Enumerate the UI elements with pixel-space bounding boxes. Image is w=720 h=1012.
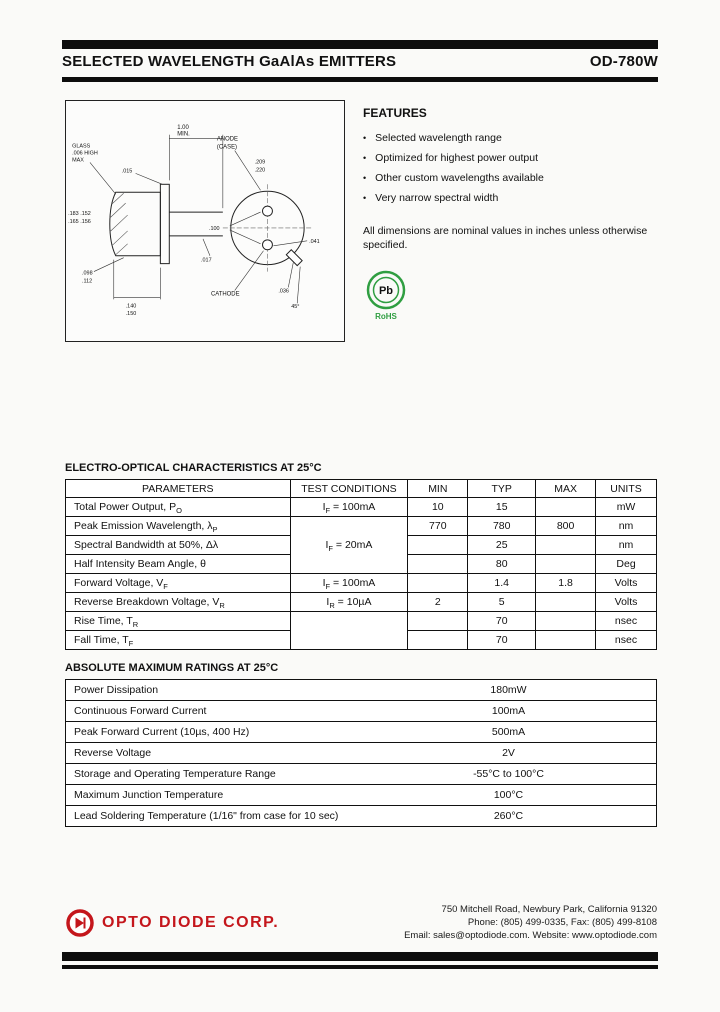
top-rule-thin: [62, 77, 658, 82]
bullet-icon: •: [363, 153, 367, 163]
condition-cell: [290, 498, 408, 517]
table-row: [66, 764, 657, 785]
param-text: Forward Voltage, V: [74, 577, 164, 589]
table-header-row: [66, 480, 657, 498]
leader-cathode: [235, 251, 264, 291]
param-cell: [66, 498, 291, 517]
table-row: [66, 701, 657, 722]
leader-100b: [230, 230, 261, 244]
typ-cell: 15: [468, 498, 536, 517]
col-header-typ: TYP: [468, 480, 536, 498]
condition-cell: [290, 593, 408, 612]
dimensions-note: All dimensions are nominal values in inches unless otherwise specified.: [363, 225, 648, 251]
leader-45: [297, 267, 300, 304]
feature-text: Optimized for highest power output: [375, 152, 538, 164]
rating-value: 100mA: [361, 701, 657, 722]
table-row: [66, 722, 657, 743]
package-side-view: [110, 192, 161, 255]
leader-017: [203, 239, 210, 256]
part-number: OD-780W: [589, 53, 658, 70]
cond-subscript: F: [325, 506, 331, 516]
rating-value: 100°C: [361, 785, 657, 806]
absolute-max-ratings-table: [65, 679, 657, 827]
amr-section-heading: ABSOLUTE MAXIMUM RATINGS AT 25°C: [65, 662, 279, 674]
rating-name: Maximum Junction Temperature: [66, 785, 362, 806]
table-row: [66, 593, 657, 612]
electro-optical-section: [65, 462, 657, 650]
leader-041: [273, 241, 307, 246]
dim-label: .112: [82, 278, 93, 285]
bullet-icon: •: [363, 193, 367, 203]
absolute-max-ratings-section: [65, 662, 657, 827]
page-title: SELECTED WAVELENGTH GaAlAs EMITTERS: [62, 53, 397, 70]
leader-015: [136, 173, 163, 184]
param-subscript: P: [212, 525, 218, 535]
opto-diode-logo-icon: [65, 908, 95, 938]
rating-value: 2V: [361, 743, 657, 764]
pb-free-icon: [363, 268, 409, 324]
col-header-parameters: PARAMETERS: [66, 480, 291, 498]
max-cell: [536, 498, 596, 517]
company-logo: [65, 908, 279, 938]
mechanical-drawing: [66, 101, 342, 339]
feature-text: Very narrow spectral width: [375, 192, 499, 204]
dim-label: MIN.: [177, 131, 190, 138]
typ-cell: 780: [468, 517, 536, 536]
min-cell: 770: [408, 517, 468, 536]
table-row: [66, 743, 657, 764]
max-cell: [536, 593, 596, 612]
cond-text: = 20mA: [333, 539, 373, 551]
rating-value: 260°C: [361, 806, 657, 827]
units-cell: Volts: [596, 593, 657, 612]
feature-item: [363, 132, 661, 152]
param-cell: [66, 612, 291, 631]
condition-cell: [290, 574, 408, 593]
features-heading: FEATURES: [363, 106, 427, 120]
cond-subscript: F: [328, 544, 333, 554]
cond-text: = 100mA: [330, 501, 376, 513]
top-rule-thick: [62, 40, 658, 49]
features-section: [363, 106, 661, 329]
leader-glass: [90, 162, 116, 194]
dim-label: .036: [278, 288, 289, 295]
dim-label: 1.00: [177, 124, 189, 131]
typ-cell: 70: [468, 612, 536, 631]
rohs-label: RoHS: [375, 312, 397, 321]
bullet-icon: •: [363, 133, 367, 143]
pb-rohs-mark: [363, 268, 661, 329]
param-subscript: F: [128, 639, 134, 649]
index-tab: [286, 250, 302, 266]
dim-label: MAX: [72, 157, 84, 164]
dim-label: GLASS: [72, 143, 91, 150]
cathode-label: CATHODE: [210, 291, 240, 298]
anode-label: ANODE: [216, 136, 239, 143]
rating-value: 180mW: [361, 680, 657, 701]
rating-name: Lead Soldering Temperature (1/16" from case for 10 sec): [66, 806, 362, 827]
units-cell: Volts: [596, 574, 657, 593]
param-text: Fall Time, T: [74, 634, 129, 646]
param-text: Half Intensity Beam Angle, θ: [74, 558, 206, 570]
rating-name: Peak Forward Current (10µs, 400 Hz): [66, 722, 362, 743]
condition-cell-empty: [290, 612, 408, 650]
units-cell: mW: [596, 498, 657, 517]
param-cell: [66, 631, 291, 650]
leader-098: [94, 258, 124, 272]
param-cell: [66, 574, 291, 593]
anode-lead: [263, 206, 273, 216]
max-cell: [536, 555, 596, 574]
footer-address: 750 Mitchell Road, Newbury Park, California 91320: [441, 904, 657, 915]
dim-label: .098: [82, 270, 93, 277]
param-subscript: F: [163, 582, 168, 592]
typ-cell: 25: [468, 536, 536, 555]
max-cell: [536, 612, 596, 631]
param-cell: [66, 555, 291, 574]
param-cell: [66, 536, 291, 555]
footer-email-web: Email: sales@optodiode.com. Website: www.optodiode.com: [404, 930, 657, 941]
package-flange: [160, 184, 169, 263]
cond-text: I: [326, 596, 330, 608]
param-text: Reverse Breakdown Voltage, V: [74, 596, 220, 608]
min-cell: [408, 631, 468, 650]
feature-text: Other custom wavelengths available: [375, 172, 544, 184]
table-row: [66, 806, 657, 827]
cond-text: I: [322, 577, 326, 589]
min-cell: [408, 555, 468, 574]
table-row: [66, 785, 657, 806]
param-subscript: R: [132, 620, 139, 630]
eo-section-heading: ELECTRO-OPTICAL CHARACTERISTICS AT 25°C: [65, 462, 322, 474]
dim-label: .150: [125, 311, 137, 318]
anode-label: (CASE): [216, 144, 238, 151]
units-cell: nm: [596, 517, 657, 536]
dim-label: .017: [201, 257, 212, 264]
cond-subscript: R: [329, 601, 335, 611]
units-cell: Deg: [596, 555, 657, 574]
max-cell: [536, 536, 596, 555]
rating-value: -55°C to 100°C: [361, 764, 657, 785]
units-cell: nsec: [596, 612, 657, 631]
param-text: Rise Time, T: [74, 615, 133, 627]
electro-optical-table: [65, 479, 657, 650]
table-row: [66, 680, 657, 701]
cond-text: = 100mA: [330, 577, 376, 589]
table-row: [66, 517, 657, 536]
rating-value: 500mA: [361, 722, 657, 743]
feature-item: [363, 172, 661, 192]
company-name: OPTO DIODE CORP.: [102, 913, 280, 931]
min-cell: [408, 574, 468, 593]
bottom-rule-thin: [62, 965, 658, 969]
footer-phone-fax: Phone: (805) 499-0335, Fax: (805) 499-8108: [467, 917, 657, 928]
rating-name: Reverse Voltage: [66, 743, 362, 764]
bullet-icon: •: [363, 173, 367, 183]
typ-cell: 70: [468, 631, 536, 650]
dim-label: .165 .156: [68, 218, 91, 225]
dim-label: .015: [121, 168, 133, 175]
units-cell: nsec: [596, 631, 657, 650]
dim-label: .006 HIGH: [72, 150, 98, 157]
table-row: [66, 498, 657, 517]
package-drawing-box: [65, 100, 345, 342]
param-subscript: O: [176, 506, 182, 516]
cond-text: I: [322, 501, 326, 513]
param-text: Peak Emission Wavelength, λ: [74, 520, 213, 532]
cond-text: I: [325, 539, 329, 551]
param-text: Total Power Output, P: [74, 501, 177, 513]
rating-name: Power Dissipation: [66, 680, 362, 701]
col-header-max: MAX: [536, 480, 596, 498]
dim-label: .140: [125, 303, 137, 310]
feature-item: [363, 192, 661, 212]
condition-cell: [290, 517, 408, 574]
pb-symbol: Pb: [378, 285, 394, 297]
feature-text: Selected wavelength range: [375, 132, 502, 144]
dim-label: .209: [254, 159, 266, 166]
min-cell: 2: [408, 593, 468, 612]
min-cell: [408, 536, 468, 555]
typ-cell: 80: [468, 555, 536, 574]
angle-label: 45°: [291, 304, 300, 311]
param-cell: [66, 593, 291, 612]
param-subscript: R: [219, 601, 225, 611]
dim-label: .100: [208, 225, 220, 232]
max-cell: 800: [536, 517, 596, 536]
min-cell: [408, 612, 468, 631]
leader-036: [288, 263, 293, 288]
dim-label: .220: [254, 167, 266, 174]
footer-contact-block: [404, 903, 657, 942]
document-header: [62, 53, 658, 70]
dim-label: .041: [309, 238, 320, 245]
feature-item: [363, 152, 661, 172]
param-text: Spectral Bandwidth at 50%, Δλ: [74, 539, 219, 551]
max-cell: 1.8: [536, 574, 596, 593]
col-header-conditions: TEST CONDITIONS: [290, 480, 408, 498]
col-header-units: UNITS: [596, 480, 657, 498]
leader-100a: [230, 212, 261, 226]
table-row: [66, 574, 657, 593]
table-row: [66, 612, 657, 631]
dim-label: .183 .152: [68, 211, 91, 218]
bottom-rule-thick: [62, 952, 658, 961]
cond-subscript: F: [325, 582, 331, 592]
rating-name: Continuous Forward Current: [66, 701, 362, 722]
min-cell: 10: [408, 498, 468, 517]
col-header-min: MIN: [408, 480, 468, 498]
max-cell: [536, 631, 596, 650]
rating-name: Storage and Operating Temperature Range: [66, 764, 362, 785]
units-cell: nm: [596, 536, 657, 555]
typ-cell: 5: [468, 593, 536, 612]
param-cell: [66, 517, 291, 536]
typ-cell: 1.4: [468, 574, 536, 593]
footer: [65, 903, 657, 942]
cathode-lead: [263, 240, 273, 250]
cond-text: = 10µA: [334, 596, 372, 608]
